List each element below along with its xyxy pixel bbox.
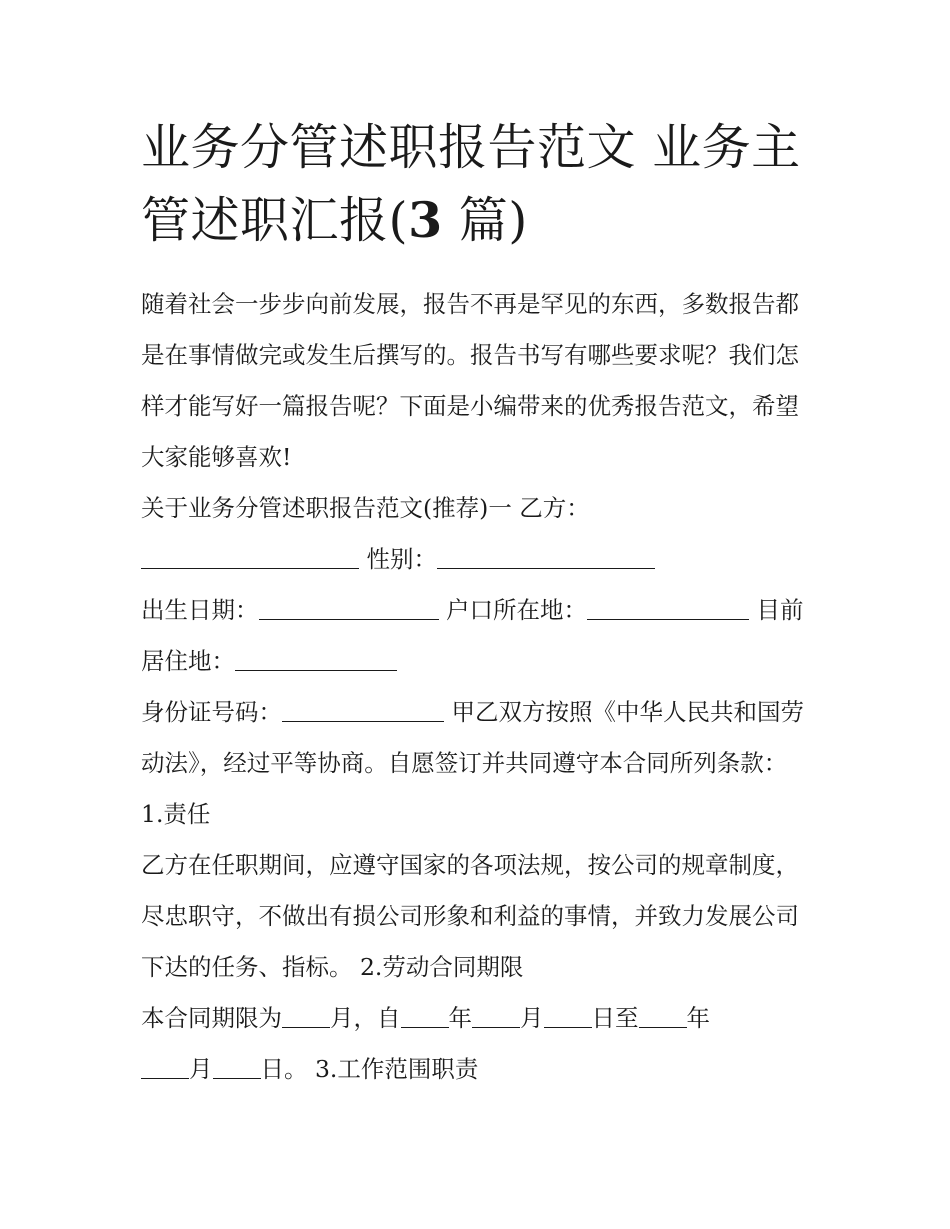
year-label: 年 [686,1004,710,1032]
end-month-blank [141,1054,189,1079]
hukou-label: 户口所在地： [438,596,587,624]
birth-hukou-paragraph [141,585,813,687]
month-label: 月 [520,1004,544,1032]
address-blank [235,646,397,671]
term-month-blank [282,1003,330,1028]
document-page [141,112,813,1095]
gender-blank [437,544,655,569]
term-prefix: 本合同期限为 [141,1004,282,1032]
duty-paragraph: 乙方在任职期间，应遵守国家的各项法规，按公司的规章制度，尽忠职守，不做出有损公司形象和利益的事情，并致力发展公司下达的任务、指标。 2.劳动合同期限 [141,851,799,981]
address-label: 目前居住地： [141,596,804,675]
start-day-blank [544,1003,592,1028]
title-text: 业务分管述职报告范文 业务主管述职汇报( [141,119,801,249]
end-day-blank [213,1054,261,1079]
gender-label: 性别： [359,545,437,573]
year-label: 年 [448,1004,472,1032]
birth-label: 出生日期： [141,596,259,624]
start-year-blank [401,1003,449,1028]
party-info-line [141,534,813,585]
id-agreement-paragraph [141,687,813,840]
title-suffix: 篇) [442,192,528,249]
end-year-blank [639,1003,687,1028]
id-blank [282,697,444,722]
section-heading: 关于业务分管述职报告范文(推荐)一 乙方： [141,494,590,522]
birth-blank [259,595,439,620]
title-count: 3 [408,191,443,249]
hukou-blank [587,595,749,620]
day-to-label: 日至 [591,1004,639,1032]
name-blank [141,544,359,569]
from-label: ，自 [353,1004,401,1032]
agreement-text: 甲乙双方按照《中华人民共和国劳动法》，经过平等协商。自愿签订并共同遵守本合同所列条款： 1.责任 [141,698,804,828]
intro-paragraph: 随着社会一步步向前发展，报告不再是罕见的东西，多数报告都是在事情做完或发生后撰写的。报告书写有哪些要求呢？我们怎样才能写好一篇报告呢？下面是小编带来的优秀报告范文，希望大家能够喜欢! [141,290,799,471]
day-end-label: 日。 3.工作范围职责 [260,1055,479,1083]
contract-term-paragraph [141,993,813,1095]
id-label: 身份证号码： [141,698,282,726]
document-title [141,112,813,257]
start-month-blank [472,1003,520,1028]
month-label: 月 [189,1055,213,1083]
month-label: 月 [330,1004,354,1032]
